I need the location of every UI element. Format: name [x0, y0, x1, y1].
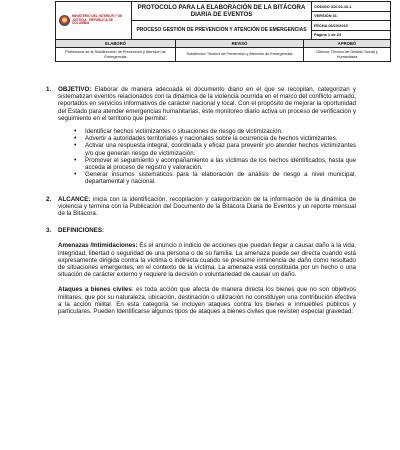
- header-meta-cell: [312, 2, 390, 39]
- process-name: PROCESO GESTIÓN DE PREVENCIÓN Y ATENCIÓN DE EMERGENCIAS: [136, 27, 307, 33]
- objective-bullet-list: [74, 128, 356, 186]
- section-number: 1.: [46, 86, 52, 93]
- definition-term: Ataques a bienes civiles: [58, 286, 132, 294]
- definition-term: Amenazas /Intimidaciones:: [58, 242, 138, 250]
- section-heading: DEFINICIONES:: [58, 227, 105, 235]
- section-paragraph: [58, 86, 356, 122]
- section-number: 2.: [46, 195, 52, 203]
- document-version: VERSIÓN 01: [312, 12, 390, 22]
- list-item: • Promover el seguimiento y acompañamiento a las víctimas de los hechos identificados, hasta que acceda al proceso de registro y valoración.: [74, 157, 356, 171]
- col-aprobo: APROBÓ: [337, 41, 357, 46]
- section-objetivo: [46, 86, 356, 186]
- document-header-table: [55, 1, 391, 62]
- col-reviso: REVISÓ: [176, 40, 304, 47]
- section-paragraph: [58, 196, 356, 218]
- definition-amenazas: [58, 242, 356, 278]
- list-item: • Advertir a autoridades territoriales y nacionales sobre la ocurrencia de hechos victimizantes.: [74, 135, 356, 142]
- header-logo-cell: [56, 2, 132, 39]
- section-definiciones: [46, 227, 356, 315]
- list-item: • Generar insumos sistemáticos para la elaboración de análisis de riesgo a nivel municipal, departamental y nacional.: [74, 171, 356, 185]
- approval-header-row: [56, 40, 390, 48]
- section-text: inicia con la identificación, recopilación y categorización de la información de la dinámica de violencia y termina con la Publicación del Documento de la Bitácora Diaria de Eventos y un reporte mensual de la Bitácora.: [58, 195, 356, 218]
- val-elaboro: Profesional de la Subdirección de Prevención y Atención de Emergencias: [56, 48, 176, 61]
- document-date: FECHA 06/10/2015: [312, 21, 390, 31]
- header-title-cell: [132, 2, 312, 39]
- list-item: • Identificar hechos victimizantes o situaciones de riesgo de victimización.: [74, 128, 356, 135]
- definition-text: Es el anuncio o indicio de acciones que puedan llegar a causar daño a la vida, integridad, libertad o seguridad de una persona o de su familia. La amenaza puede ser directa cuando está expresamente dirigida contra la víctima o indirecta cuando se presume inminencia de daño como resultado de situaciones emergentes, en el contexto de la víctima. La amenaza está constituida por un hecho o una situación de carácter externo y requiere la decisión o voluntariedad de causar un daño.: [58, 242, 356, 279]
- definition-text: : es toda acción que afecta de manera directa los bienes que no son objetivos militares, que por su naturaleza, ubicación, destinación o utilización no constituyen una contribución efectiva a la acción militar. En esta categoría se incluyen ataques contra los bienes e inmuebles públicos y particulares. Pueden Identificarse algunos tipos de ataques a bienes civiles que revisten especial gravedad:: [58, 286, 356, 316]
- val-reviso: Subdirector Técnico de Prevención y Atención de Emergencias: [176, 48, 304, 61]
- val-aprobo: Director Técnico de Gestión Social y Humanitaria: [316, 50, 378, 59]
- ministry-logo: [59, 15, 128, 26]
- section-number: 3.: [46, 227, 52, 235]
- section-heading: ALCANCE:: [58, 195, 91, 203]
- section-text: Elaborar de manera adecuada el documento diario en el que se recopilan, categorizan y sistematizan eventos relacionados con la dinámica de la violencia ocurrida en el marco del conflicto armado, reportados en servicios informativos de carácter nacional y local. Con el propósito de mejorar la oportunidad del Estado para atender emergencias humanitarias, este monitoreo diario activa un proceso de verificación y seguimiento en el territorio que permite:: [58, 86, 356, 122]
- section-heading: OBJETIVO:: [58, 86, 92, 93]
- definition-ataques: [58, 286, 356, 315]
- document-code: CÓDIGO 310.02.10-1: [312, 2, 390, 12]
- list-item: • Activar una respuesta integral, coordinada y eficaz para prevenir y/o atender hechos victimizantes y/o que generan riesgo de victimización.: [74, 142, 356, 156]
- approval-values-row: [56, 48, 390, 61]
- page-number: Página 1 de 23: [314, 32, 342, 38]
- col-elaboro: ELABORÓ: [56, 40, 176, 47]
- document-body: [46, 86, 356, 325]
- header-top-row: [56, 2, 390, 40]
- section-alcance: [46, 196, 356, 218]
- coat-of-arms-icon: [59, 15, 70, 26]
- document-title: PROTOCOLO PARA LA ELABORACIÓN DE LA BITÁCORA DIARIA DE EVENTOS: [132, 2, 311, 21]
- logo-text: MINISTERIO DEL INTERIOR Y DE JUSTICIA · REPÚBLICA DE COLOMBIA: [72, 13, 123, 26]
